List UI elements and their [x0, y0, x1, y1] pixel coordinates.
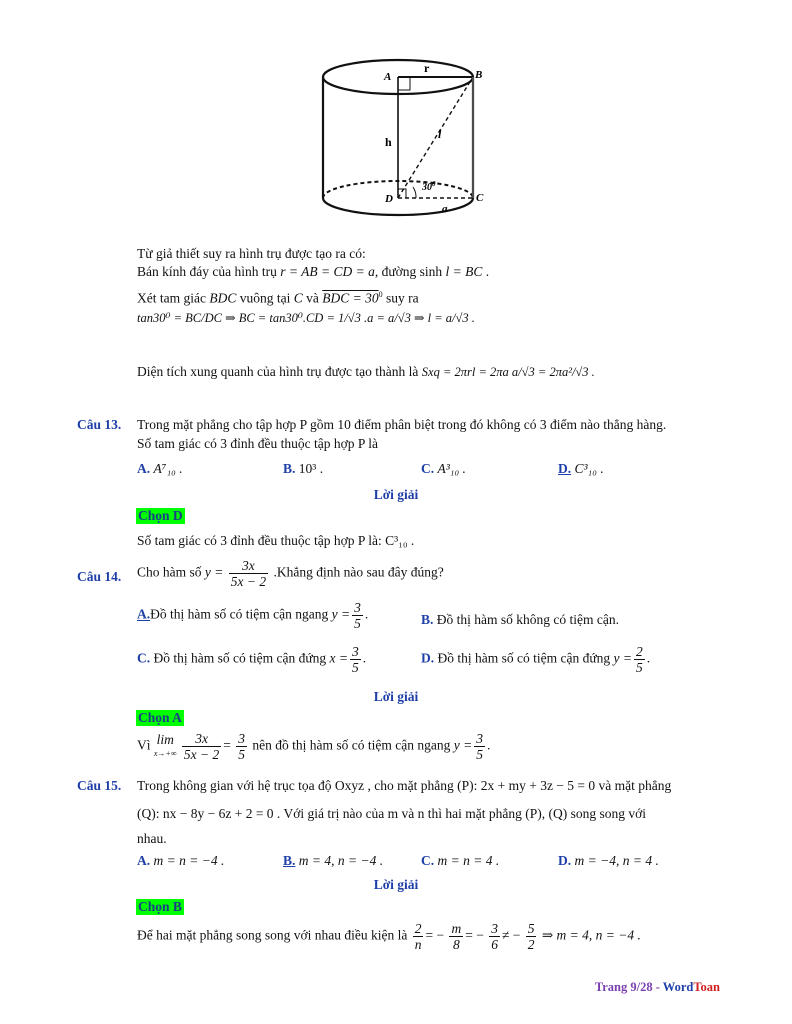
q15-text-2: (Q): nx − 8y − 6z + 2 = 0 . Với giá trị nào của m và n thì hai mặt phẳng (P), (Q) song song với: [137, 806, 647, 821]
page-footer: [595, 980, 720, 995]
q15-option-c[interactable]: [421, 853, 499, 869]
q14-limit: lim x→+∞: [153, 731, 177, 758]
q15-text-1: Trong không gian với hệ trục tọa độ Oxyz , cho mặt phẳng (P): 2x + my + 3z − 5 = 0 và mặt phẳng: [137, 778, 672, 793]
q14-text-b: .Khẳng định nào sau đây đúng?: [273, 564, 444, 580]
label-l: l: [438, 127, 442, 141]
q14-label: Câu 14.: [77, 569, 122, 584]
q14-solution-title: Lời giải: [373, 689, 419, 704]
footer-brand-toan: Toan: [693, 980, 720, 994]
q13-option-b[interactable]: [283, 461, 323, 477]
prev-line-3: [137, 290, 419, 307]
label-angle-value: 30: [422, 182, 432, 193]
q15-option-c-key: C.: [421, 853, 435, 868]
q15-chon: Chọn B: [138, 899, 182, 914]
q13-solution-title: Lời giải: [373, 487, 419, 502]
prev-line-5: [137, 364, 595, 380]
q14-option-a[interactable]: A.Đồ thị hàm số có tiệm cận ngang y = $\frac{3}{5}$ .: [137, 600, 369, 631]
q13-label: Câu 13.: [77, 417, 122, 432]
q15-option-a-value: m = n = −4 .: [153, 853, 225, 868]
q14-option-c-frac: $\frac{3}{5}$: [352, 644, 359, 675]
prev-line-3-text-d: suy ra: [386, 290, 419, 306]
prev-line-5-math: Sxq = 2πrl = 2πa a/√3 = 2πa²/√3 .: [421, 365, 595, 379]
label-a: a: [442, 203, 448, 215]
q15-explain: Để hai mặt phẳng song song với nhau điều kiện là $\frac{2}{n}$ = − $\frac{m}{8}$ = − $\frac{3}{6}$ ≠ − $\frac{5}{2}$ ⇒ m = 4, n = −4 .: [137, 921, 641, 952]
q13-option-b-value: 10³ .: [298, 461, 324, 476]
q14-func: y =: [204, 564, 224, 580]
prev-line-3-text-c: và: [306, 290, 319, 306]
q14-func-frac: $\frac{3x}{5x - 2}$: [230, 558, 267, 589]
q14-explain-frac: $\frac{3x}{5x - 2}$: [183, 731, 220, 762]
q15-text-3: nhau.: [137, 831, 167, 846]
q13-text-1: Trong mặt phẳng cho tập hợp P gồm 10 điểm phân biệt trong đó không có 3 điểm nào thẳng hàng.: [137, 417, 667, 432]
q15-frac-4: $\frac{5}{2}$: [527, 921, 535, 952]
q14-option-d-key: D.: [421, 650, 435, 666]
q13-chon: Chọn D: [138, 508, 183, 523]
prev-line-3-text-b: vuông tại: [239, 290, 291, 306]
q15-explain-b: ⇒ m = 4, n = −4 .: [541, 927, 641, 943]
q14-option-a-text: Đồ thị hàm số có tiệm cận ngang: [150, 606, 329, 622]
prev-line-3-math-b: C: [293, 290, 303, 306]
q14-option-c-text: Đồ thị hàm số có tiệm cận đứng: [153, 650, 327, 666]
q15-option-b-key: B.: [283, 853, 296, 868]
q14-option-b-text: Đồ thị hàm số không có tiệm cận.: [436, 612, 619, 627]
prev-line-2: Bán kính đáy của hình trụ r = AB = CD = a, đường sinh l = BC .: [137, 264, 490, 279]
q15-option-a[interactable]: [137, 853, 224, 869]
label-h: h: [385, 135, 392, 149]
label-r: r: [424, 61, 430, 75]
q14-option-d-math: y =: [613, 650, 633, 666]
prev-line-3-text: Xét tam giác: [137, 290, 206, 306]
label-D: D: [385, 193, 393, 205]
prev-line-2-text: Bán kính đáy của hình trụ: [137, 264, 277, 279]
prev-line-4: [137, 310, 475, 326]
label-A: A: [384, 71, 392, 83]
q13-option-c-key: C.: [421, 461, 435, 476]
prev-line-1: Từ giả thiết suy ra hình trụ được tạo ra có:: [137, 246, 366, 261]
label-C: C: [476, 192, 484, 204]
q15-solution-title: Lời giải: [373, 877, 419, 892]
q13-option-c[interactable]: [421, 461, 466, 477]
q14-option-a-math: y =: [331, 606, 351, 622]
prev-line-2-text-b: , đường sinh: [374, 264, 443, 279]
q13-option-a-value: A⁷₁₀ .: [153, 461, 183, 476]
q15-option-d[interactable]: [558, 853, 659, 869]
q15-option-d-key: D.: [558, 853, 572, 868]
q14-explain-b: nên đồ thị hàm số có tiệm cận ngang: [252, 737, 451, 753]
q14-option-d-text: Đồ thị hàm số có tiệm cận đứng: [437, 650, 611, 666]
degree-sup: 0: [378, 290, 383, 299]
q14-text-a: Cho hàm số: [137, 564, 202, 580]
q13-option-b-key: B.: [283, 461, 296, 476]
q13-option-d[interactable]: [558, 461, 604, 477]
q14-chon: Chọn A: [138, 710, 182, 725]
q14-option-a-frac: $\frac{3}{5}$: [354, 600, 361, 631]
q13-explain: Số tam giác có 3 đỉnh đều thuộc tập hợp P là: C³₁₀ .: [137, 533, 415, 548]
cylinder-figure: [318, 50, 488, 235]
q14-explain-frac-c: $\frac{3}{5}$: [476, 731, 483, 762]
footer-page: Trang 9/28 -: [594, 980, 660, 994]
q13-option-c-value: A³₁₀ .: [437, 461, 466, 476]
prev-line-3-math: BDC: [209, 290, 237, 306]
label-angle: $30^0$: [422, 180, 436, 193]
prev-line-2-math: r = AB = CD = a: [280, 264, 375, 279]
prev-line-3-angle: BDC = 30: [322, 290, 379, 306]
q14-explain: Vì lim x→+∞ $\frac{3x}{5x - 2}$ = $\frac{3}{5}$ nên đồ thị hàm số có tiệm cận ngang y = $\frac{3}{5}$ .: [137, 731, 491, 762]
q15-label: Câu 15.: [77, 778, 122, 793]
q15-option-b[interactable]: [283, 853, 383, 869]
q13-option-a[interactable]: [137, 461, 183, 477]
q14-option-d[interactable]: D. Đồ thị hàm số có tiệm cận đứng y = $\frac{2}{5}$ .: [421, 644, 651, 675]
q14-explain-a: Vì: [137, 737, 151, 753]
q15-option-b-value: m = 4, n = −4 .: [298, 853, 384, 868]
q13-text-2: Số tam giác có 3 đỉnh đều thuộc tập hợp P là: [137, 436, 378, 451]
q14-text: [137, 558, 444, 589]
q15-option-a-key: A.: [137, 853, 151, 868]
q14-explain-math: y =: [453, 737, 473, 753]
q15-option-c-value: m = n = 4 .: [437, 853, 500, 868]
q15-frac-2: $\frac{m}{8}$: [451, 921, 462, 952]
q15-frac-1: $\frac{2}{n}$: [414, 921, 422, 952]
q14-option-c[interactable]: C. Đồ thị hàm số có tiệm cận đứng x = $\frac{3}{5}$ .: [137, 644, 367, 675]
q14-option-a-key: A.: [137, 606, 151, 622]
q14-option-c-math: x =: [329, 650, 349, 666]
q14-option-b[interactable]: [421, 612, 619, 628]
q13-option-d-value: C³₁₀ .: [574, 461, 604, 476]
footer-brand-word: Word: [662, 980, 694, 994]
q13-option-a-key: A.: [137, 461, 151, 476]
q14-option-d-frac: $\frac{2}{5}$: [636, 644, 643, 675]
prev-line-2-math-b: l = BC: [445, 264, 483, 279]
label-B: B: [475, 69, 483, 81]
prev-line-4-math: tan30⁰ = BC/DC ⇒ BC = tan30⁰.CD = 1/√3 .a = a/√3 ⇒ l = a/√3 .: [137, 311, 475, 325]
q14-explain-frac-b: $\frac{3}{5}$: [238, 731, 246, 762]
q15-option-d-value: m = −4, n = 4 .: [574, 853, 659, 868]
q13-option-d-key: D.: [558, 461, 572, 476]
prev-line-5-text: Diện tích xung quanh của hình trụ được tạo thành là: [137, 364, 419, 379]
q14-option-b-key: B.: [421, 612, 434, 627]
q15-frac-3: $\frac{3}{6}$: [491, 921, 498, 952]
q15-explain-a: Để hai mặt phẳng song song với nhau điều kiện là: [137, 927, 408, 943]
q14-option-c-key: C.: [137, 650, 151, 666]
